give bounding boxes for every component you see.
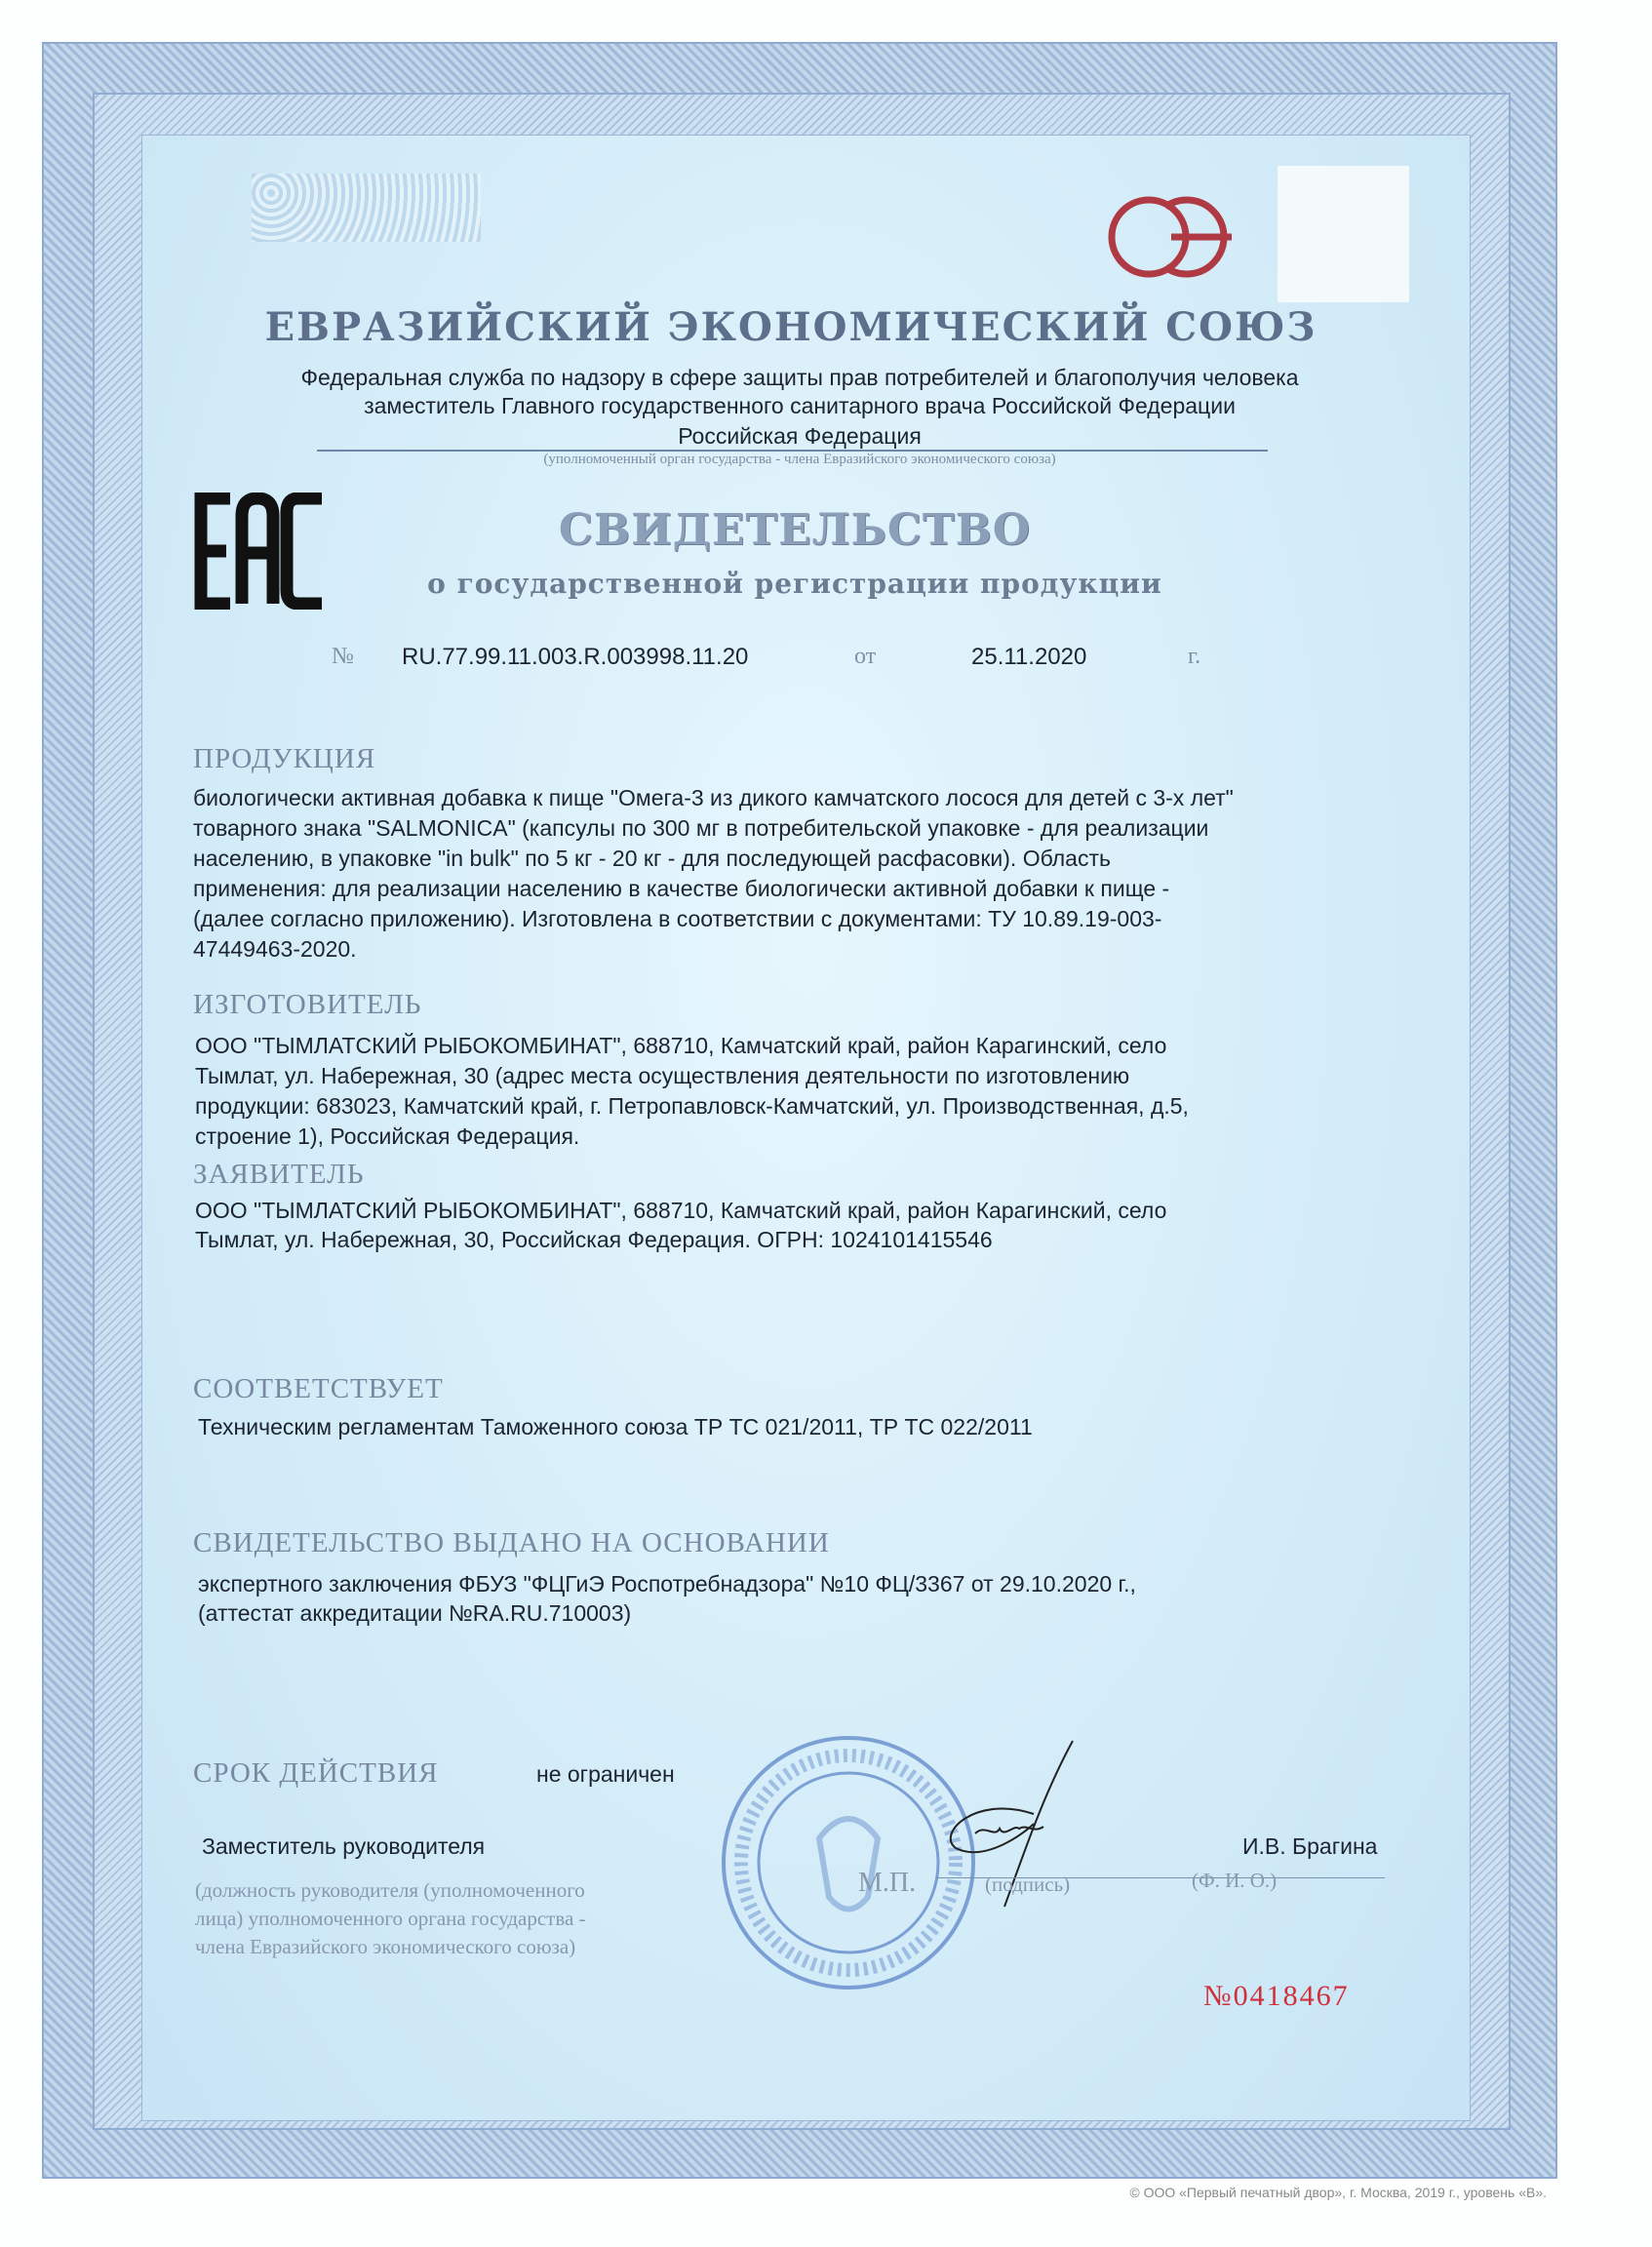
product-line: (далее согласно приложению). Изготовлена в соответствии с документами: ТУ 10.89.19-003- — [193, 906, 1162, 931]
serial-number: №0418467 — [1203, 1980, 1350, 2012]
manufacturer-line: строение 1), Российская Федерация. — [195, 1124, 580, 1149]
hologram — [252, 174, 481, 242]
applicant-heading: ЗАЯВИТЕЛЬ — [193, 1159, 365, 1190]
product-line: населению, в упаковке "in bulk" по 5 кг - 20 кг - для последующей расфасовки). Область — [193, 846, 1111, 871]
applicant-line: Тымлат, ул. Набережная, 30, Российская Федерация. ОГРН: 1024101415546 — [195, 1227, 993, 1252]
registration-number: RU.77.99.11.003.R.003998.11.20 — [402, 644, 749, 670]
product-line: применения: для реализации населению в качестве биологически активной добавки к пище - — [193, 876, 1170, 901]
applicant-line: ООО "ТЫМЛАТСКИЙ РЫБОКОМБИНАТ", 688710, Камчатский край, район Карагинский, село — [195, 1198, 1167, 1223]
signature-caption: (подпись) — [985, 1872, 1071, 1896]
org-line: Федеральная служба по надзору в сфере защиты прав потребителей и благополучия человека — [300, 365, 1299, 390]
org-line: заместитель Главного государственного санитарного врача Российской Федерации — [364, 393, 1236, 418]
eac-logo-icon — [193, 493, 330, 610]
union-title: ЕВРАЗИЙСКИЙ ЭКОНОМИЧЕСКИЙ СОЮЗ — [264, 304, 1318, 350]
product-line: товарного знака "SALMONICA" (капсулы по 300 мг в потребительской упаковке - для реализации — [193, 815, 1209, 841]
registration-date: 25.11.2020 — [971, 644, 1087, 670]
manufacturer-heading: ИЗГОТОВИТЕЛЬ — [193, 989, 422, 1020]
product-line: биологически активная добавка к пище "Омега-3 из дикого камчатского лосося для детей с 3-х лет" — [193, 785, 1234, 810]
document-subtitle: о государственной регистрации продукции — [427, 568, 1162, 600]
document-title: СВИДЕТЕЛЬСТВО — [558, 505, 1032, 555]
conforms-heading: СООТВЕТСТВУЕТ — [193, 1373, 444, 1404]
stamp-label: М.П. — [858, 1868, 917, 1898]
validity-heading: СРОК ДЕЙСТВИЯ — [193, 1757, 439, 1789]
position-caption: (должность руководителя (уполномоченного — [195, 1878, 585, 1902]
position-caption: лица) уполномоченного органа государства - — [195, 1907, 586, 1930]
signatory-name: И.В. Брагина — [1242, 1833, 1378, 1859]
org-caption: (уполномоченный орган государства - члена Евразийского экономического союза) — [543, 452, 1056, 467]
number-label: № — [332, 644, 354, 669]
se-logo-icon — [1107, 195, 1245, 279]
org-line: Российская Федерация — [678, 423, 922, 449]
printer-footer: © ООО «Первый печатный двор», г. Москва, 2019 г., уровень «В». — [1129, 2185, 1547, 2200]
manufacturer-line: продукции: 683023, Камчатский край, г. Петропавловск-Камчатский, ул. Производственная, д.5, — [195, 1093, 1189, 1119]
basis-line: экспертного заключения ФБУЗ "ФЦГиЭ Роспотребнадзора" №10 ФЦ/3367 от 29.10.2020 г., — [198, 1571, 1136, 1597]
manufacturer-line: ООО "ТЫМЛАТСКИЙ РЫБОКОМБИНАТ", 688710, Камчатский край, район Карагинский, село — [195, 1033, 1167, 1058]
basis-line: (аттестат аккредитации №RA.RU.710003) — [198, 1600, 632, 1626]
name-caption: (Ф. И. О.) — [1192, 1869, 1278, 1892]
validity-value: не ограничен — [536, 1761, 675, 1787]
basis-heading: СВИДЕТЕЛЬСТВО ВЫДАНО НА ОСНОВАНИИ — [193, 1527, 830, 1558]
position-caption: члена Евразийского экономического союза) — [195, 1935, 576, 1958]
date-label: от — [854, 644, 877, 669]
blank-patch — [1278, 166, 1409, 302]
product-heading: ПРОДУКЦИЯ — [193, 743, 376, 774]
manufacturer-line: Тымлат, ул. Набережная, 30 (адрес места осуществления деятельности по изготовлению — [195, 1063, 1130, 1088]
conforms-line: Техническим регламентам Таможенного союза ТР ТС 021/2011, ТР ТС 022/2011 — [198, 1414, 1033, 1439]
year-suffix: г. — [1188, 644, 1201, 669]
product-line: 47449463-2020. — [193, 936, 357, 962]
signatory-position: Заместитель руководителя — [202, 1833, 486, 1859]
